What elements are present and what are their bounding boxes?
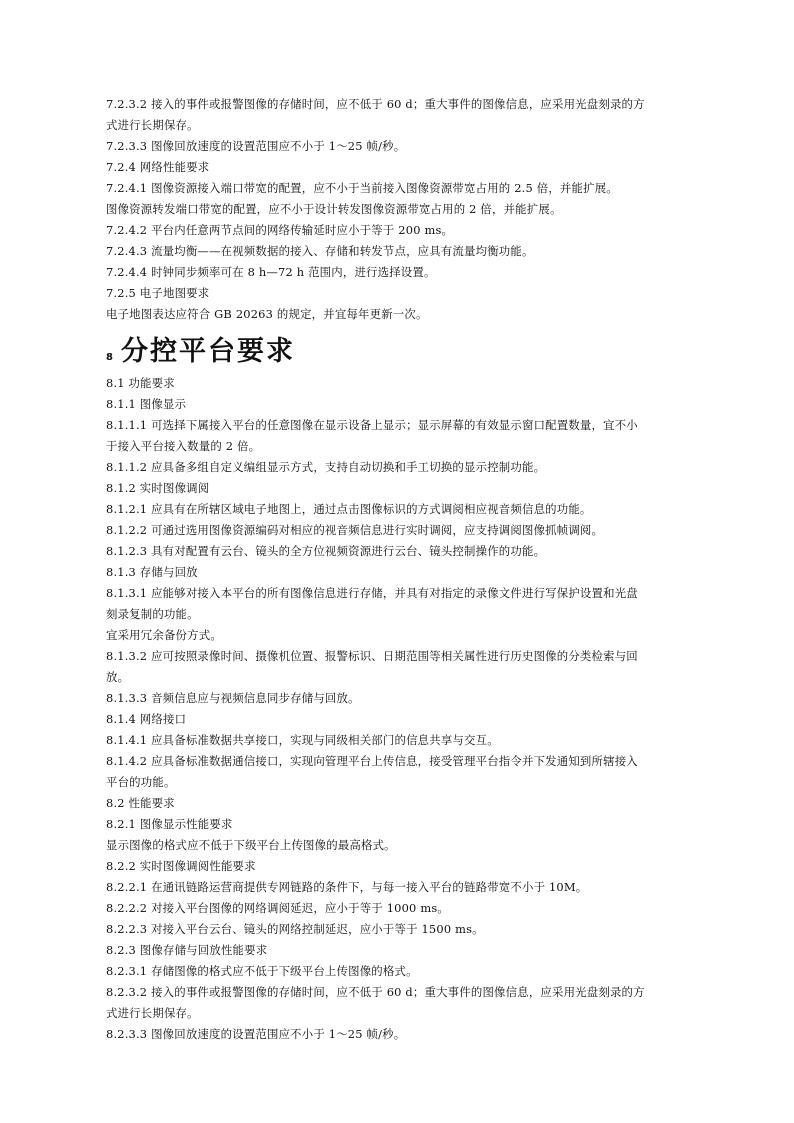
section-heading: 7.2.5 电子地图要求 (106, 286, 210, 300)
text-line: 于接入平台接入数量的 2 倍。 (106, 439, 261, 453)
section-heading: 8.2 性能要求 (106, 796, 175, 810)
text-line: 放。 (106, 670, 130, 684)
text-line: 8.1.1.1 可选择下属接入平台的任意图像在显示设备上显示；显示屏幕的有效显示窗口配置数量，宜不小 (106, 418, 638, 432)
text-line: 8.1.3.3 音频信息应与视频信息同步存储与回放。 (106, 691, 360, 705)
text-line: 8.2.3.1 存储图像的格式应不低于下级平台上传图像的格式。 (106, 964, 418, 978)
text-line: 8.1.4.1 应具备标准数据共享接口，实现与同级相关部门的信息共享与交互。 (106, 733, 499, 747)
section-heading: 8.1.3 存储与回放 (106, 565, 198, 579)
text-line: 7.2.3.3 图像回放速度的设置范围应不小于 1～25 帧/秒。 (106, 139, 406, 153)
document-body (106, 94, 718, 1045)
text-line: 电子地图表达应符合 GB 20263 的规定，并宜每年更新一次。 (106, 307, 428, 321)
text-line: 平台的功能。 (106, 775, 176, 789)
text-line: 8.1.3.1 应能够对接入本平台的所有图像信息进行存储，并具有对指定的录像文件进行写保护设置和光盘 (106, 586, 638, 600)
text-line: 8.2.2.1 在通讯链路运营商提供专网链路的条件下，与每一接入平台的链路带宽不小于 10M。 (106, 880, 588, 894)
text-line: 显示图像的格式应不低于下级平台上传图像的最高格式。 (106, 838, 396, 852)
section-heading: 7.2.4 网络性能要求 (106, 160, 210, 174)
section-heading: 8.1.2 实时图像调阅 (106, 481, 210, 495)
section-heading: 8.2.1 图像显示性能要求 (106, 817, 233, 831)
section-heading: 8.1.1 图像显示 (106, 397, 187, 411)
text-line: 7.2.4.1 图像资源接入端口带宽的配置，应不小于当前接入图像资源带宽占用的 2.5 倍，并能扩展。 (106, 181, 618, 195)
text-line: 7.2.4.4 时钟同步频率可在 8 h—72 h 范围内，进行选择设置。 (106, 265, 436, 279)
text-line: 8.1.2.3 具有对配置有云台、镜头的全方位视频资源进行云台、镜头控制操作的功能。 (106, 544, 546, 558)
text-line: 8.1.2.2 可通过选用图像资源编码对相应的视音频信息进行实时调阅，应支持调阅图像抓帧调阅。 (106, 523, 604, 537)
text-line: 图像资源转发端口带宽的配置，应不小于设计转发图像资源带宽占用的 2 倍，并能扩展。 (106, 202, 562, 216)
text-line: 8.1.3.2 应可按照录像时间、摄像机位置、报警标识、日期范围等相关属性进行历史图像的分类检索与回 (106, 649, 638, 663)
text-line: 7.2.3.2 接入的事件或报警图像的存储时间，应不低于 60 d；重大事件的图像信息，应采用光盘刻录的方 (106, 97, 645, 111)
section-heading: 8.1 功能要求 (106, 376, 175, 390)
text-line: 8.1.1.2 应具备多组自定义编组显示方式，支持自动切换和手工切换的显示控制功能。 (106, 460, 546, 474)
text-line: 式进行长期保存。 (106, 1006, 199, 1020)
text-line: 7.2.4.3 流量均衡——在视频数据的接入、存储和转发节点，应具有流量均衡功能。 (106, 244, 534, 258)
chapter-number: 8 (106, 352, 113, 363)
text-line: 8.2.2.2 对接入平台图像的网络调阅延迟，应小于等于 1000 ms。 (106, 901, 449, 915)
section-heading: 8.1.4 网络接口 (106, 712, 187, 726)
text-line: 8.2.2.3 对接入平台云台、镜头的网络控制延迟，应小于等于 1500 ms。 (106, 922, 484, 936)
section-heading: 8.2.3 图像存储与回放性能要求 (106, 943, 268, 957)
text-line: 7.2.4.2 平台内任意两节点间的网络传输延时应小于等于 200 ms。 (106, 223, 454, 237)
text-line: 宜采用冗余备份方式。 (106, 628, 222, 642)
text-line: 刻录复制的功能。 (106, 607, 199, 621)
text-line: 式进行长期保存。 (106, 118, 199, 132)
text-line: 8.2.3.2 接入的事件或报警图像的存储时间，应不低于 60 d；重大事件的图像信息，应采用光盘刻录的方 (106, 985, 645, 999)
text-line: 8.1.4.2 应具备标准数据通信接口，实现向管理平台上传信息，接受管理平台指令并下发通知到所辖接入 (106, 754, 638, 768)
chapter-heading (106, 329, 718, 371)
section-heading: 8.2.2 实时图像调阅性能要求 (106, 859, 256, 873)
text-line: 8.1.2.1 应具有在所辖区域电子地图上，通过点击图像标识的方式调阅相应视音频信息的功能。 (106, 502, 592, 516)
chapter-title: 分控平台要求 (120, 336, 295, 367)
text-line: 8.2.3.3 图像回放速度的设置范围应不小于 1～25 帧/秒。 (106, 1027, 406, 1041)
